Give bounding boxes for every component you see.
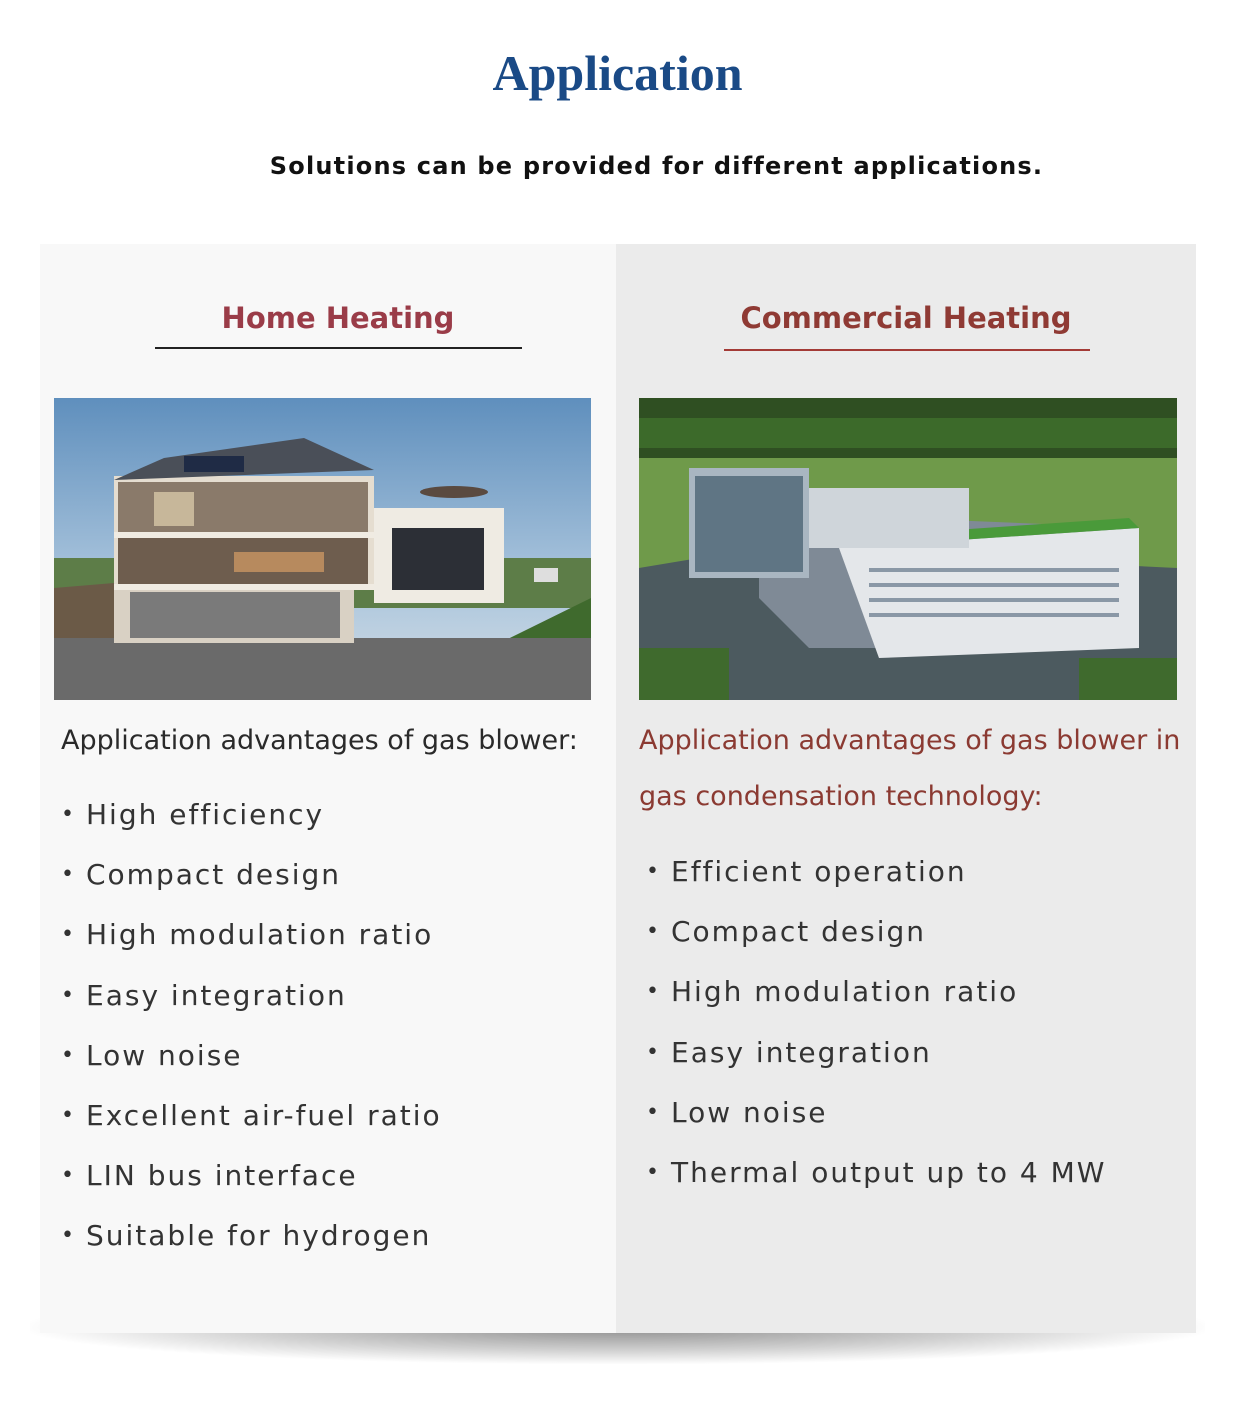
commercial-building-image [639, 398, 1177, 700]
bullet-icon: • [61, 862, 76, 888]
bullet-icon: • [61, 1223, 76, 1249]
home-feature-item: • Easy integration [61, 966, 601, 1026]
home-heating-heading: Home Heating [221, 301, 455, 335]
home-heading-underline [155, 347, 522, 349]
commercial-feature-item: • High modulation ratio [646, 962, 1186, 1022]
bullet-icon: • [646, 919, 661, 945]
commercial-heating-heading: Commercial Heating [740, 301, 1072, 335]
commercial-feature-item: • Low noise [646, 1083, 1186, 1143]
home-feature-item: • High efficiency [61, 785, 601, 845]
home-advantages-title: Application advantages of gas blower: [61, 725, 578, 756]
commercial-feature-list [646, 842, 1186, 1203]
bullet-icon: • [61, 922, 76, 948]
commercial-feature-item: • Thermal output up to 4 MW [646, 1143, 1186, 1203]
commercial-feature-item: • Easy integration [646, 1023, 1186, 1083]
commercial-feature-item: • Compact design [646, 902, 1186, 962]
bullet-icon: • [646, 1159, 661, 1185]
commercial-advantages-title: Application advantages of gas blower in gas condensation technology: [639, 725, 1181, 812]
page-subtitle: Solutions can be provided for different applications. [269, 152, 1044, 180]
bullet-icon: • [646, 1039, 661, 1065]
home-feature-item: • LIN bus interface [61, 1146, 601, 1206]
commercial-heading-underline [724, 349, 1090, 351]
bullet-icon: • [646, 1099, 661, 1125]
house-cutaway-image [54, 398, 591, 700]
commercial-feature-item: • Efficient operation [646, 842, 1186, 902]
home-feature-item: • Compact design [61, 845, 601, 905]
home-feature-item: • High modulation ratio [61, 905, 601, 965]
home-feature-list [61, 785, 601, 1267]
bullet-icon: • [61, 1163, 76, 1189]
bullet-icon: • [646, 979, 661, 1005]
bullet-icon: • [61, 1042, 76, 1068]
bullet-icon: • [646, 859, 661, 884]
bullet-icon: • [61, 982, 76, 1008]
page-title: Application [492, 45, 743, 101]
bullet-icon: • [61, 1102, 76, 1128]
home-feature-item: • Excellent air-fuel ratio [61, 1086, 601, 1146]
bullet-icon: • [61, 802, 76, 827]
home-feature-item: • Low noise [61, 1026, 601, 1086]
home-feature-item: • Suitable for hydrogen [61, 1206, 601, 1266]
